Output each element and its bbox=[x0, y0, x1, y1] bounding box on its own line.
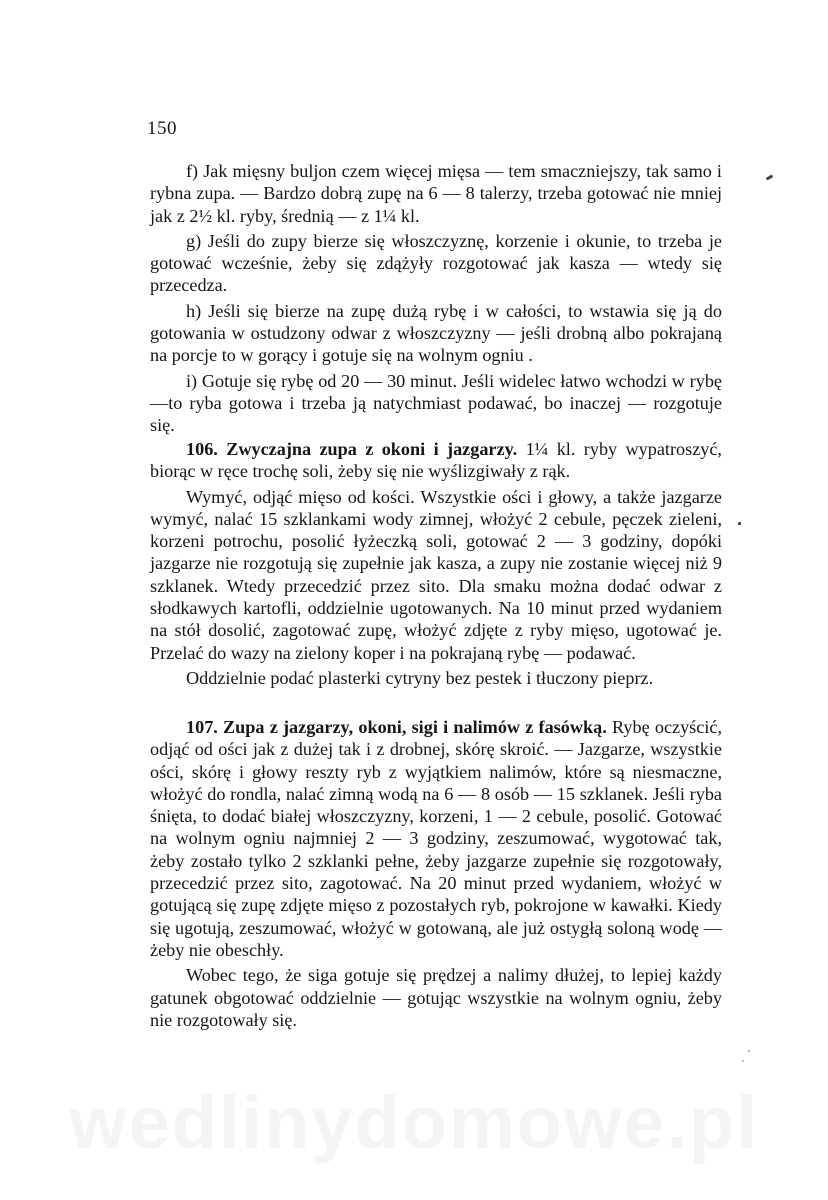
recipe-106-note: Oddzielnie podać plasterki cytryny bez pestek i tłuczony pieprz. bbox=[186, 667, 654, 688]
recipe-106-first-paragraph bbox=[150, 438, 722, 483]
note-paragraph-f: f) Jak mięsny buljon czem więcej mięsa — tem smaczniejszy, tak samo i rybna zupa. — Bardzo dobrą zupę na 6 — 8 talerzy, trzeba gotować nie mniej jak z 2½ kl. ryby, średnią — z 1¼ kl. bbox=[150, 161, 722, 226]
scan-speck-mark bbox=[738, 522, 741, 525]
note-paragraph-h: h) Jeśli się bierze na zupę dużą rybę i w całości, to wstawia się ją do gotowania w ostudzony odwar z włoszczyzny — jeśli drobną albo pokrajaną na porcje to w gorący i gotuje się na wolnym ogniu . bbox=[150, 300, 722, 366]
recipe-106-intro: 1¼ kl. ryby wypatroszyć, biorąc w ręce trochę soli, żeby się nie wyślizgiwały z rąk. bbox=[150, 439, 722, 482]
recipe-106-title: 106. Zwyczajna zupa z okoni i jazgarzy. bbox=[186, 439, 518, 459]
scan-speck-mark bbox=[766, 174, 774, 180]
recipe-106-body: Wymyć, odjąć mięso od kości. Wszystkie ości i głowy, a także jazgarze wymyć, nalać 15 szklankami wody zimnej, włożyć 2 cebule, pęczek zieleni, korzeni potrochu, posolić łyżeczką soli, gotować 2 — 3 godziny, dopóki jazgarze nie rozgotują się zupełnie jak kasza, a zupy nie zostanie więcej niż 9 szklanek. Wtedy przecedzić przez sito. Dla smaku można dodać odwar z słodkawych kartofli, oddzielnie ugotowanych. Na 10 minut przed wydaniem na stół dosolić, zagotować zupę, włożyć zdjęte z ryby mięso, ugotować je. Przelać do wazy na zielony koper i na pokrajaną rybę — podawać. bbox=[150, 486, 722, 663]
scan-speck-mark bbox=[748, 1050, 750, 1052]
recipe-107 bbox=[150, 716, 722, 1034]
scan-speck-mark bbox=[742, 1060, 744, 1062]
recipe-106 bbox=[150, 438, 722, 692]
recipe-107-note: Wobec tego, że siga gotuje się prędzej a nalimy dłużej, to lepiej każdy gatunek obgotować oddzielnie — gotując wszystkie na wolnym ogniu, żeby nie rozgotowały się. bbox=[150, 965, 722, 1030]
note-paragraph-i: i) Gotuje się rybę od 20 — 30 minut. Jeśli widelec łatwo wchodzi w rybę—to ryba gotowa i trzeba ją natychmiast podawać, bo inaczej — rozgotuje się. bbox=[150, 370, 722, 436]
watermark-text: wedlinydomowe.pl bbox=[69, 1081, 759, 1164]
recipe-107-intro: Rybę oczyścić, odjąć od ości jak z dużej tak i z drobnej, skórę skroić. — Jazgarze, wszystkie ości, skórę i głowy reszty ryb z wyjątkiem nalimów, które są niesmaczne, włożyć do rondla, nalać zimną wodą na 6 — 8 osób — 15 szklanek. Jeśli ryba śnięta, to dodać białej włoszczyzny, korzeni, 1 — 2 cebule, posolić. Gotować na wolnym ogniu najmniej 2 — 3 godziny, zeszumować, wygotować tak, żeby zostało tylko 2 szklanki pełne, żeby jazgarze zupełnie się rozgotowały, przecedzić przez sito, zagotować. Na 20 minut przed wydaniem, włożyć w gotującą się zupę zdjęte mięso z pozostałych ryb, pokrojone w kawałki. Kiedy się ugotują, zeszumować, włożyć w gotowaną, ale już ostygłą soloną wodę — żeby nie obeschły. bbox=[150, 717, 723, 960]
general-notes bbox=[150, 160, 722, 440]
note-paragraph-g: g) Jeśli do zupy bierze się włoszczyznę, korzenie i okunie, to trzeba je gotować wcześnie, żeby się zdążyły rozgotować jak kasza — wtedy się przecedza. bbox=[150, 230, 722, 296]
page-number: 150 bbox=[147, 118, 177, 139]
recipe-107-first-paragraph bbox=[150, 716, 722, 961]
recipe-107-title: 107. Zupa z jazgarzy, okoni, sigi i nalimów z fasówką. bbox=[186, 717, 607, 737]
